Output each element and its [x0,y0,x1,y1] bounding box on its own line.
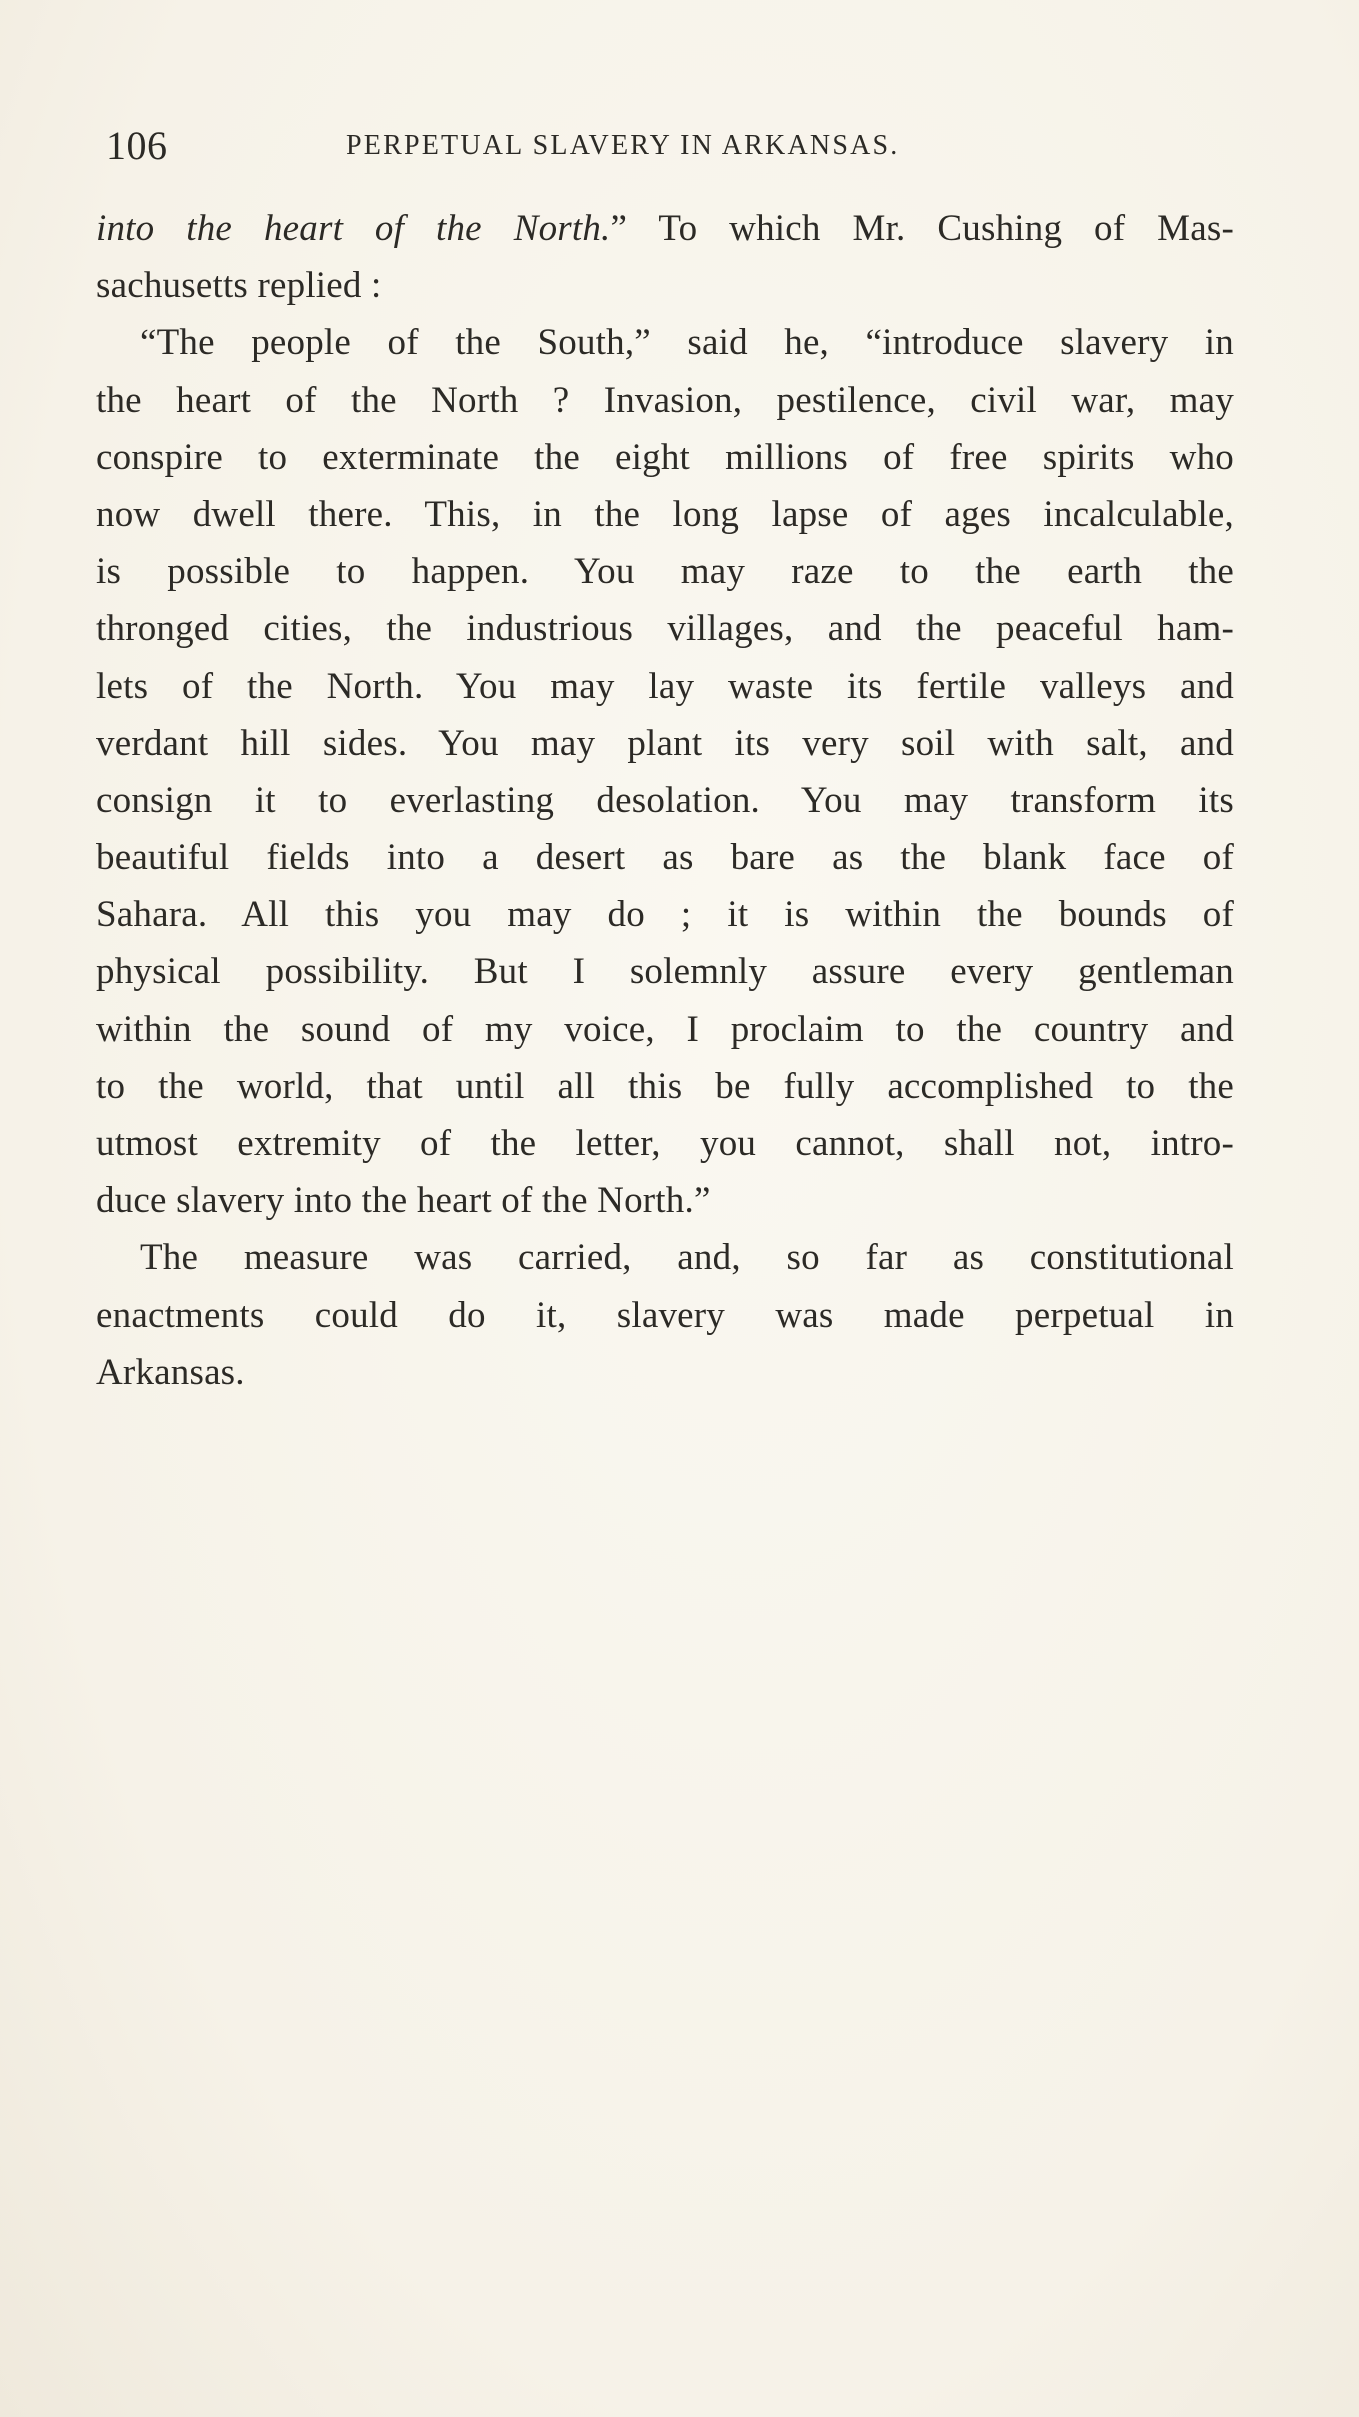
text-line: conspire to exterminate the eight millions of free spirits who [96,436,1234,478]
text-line: verdant hill sides. You may plant its very soil with salt, and [96,722,1234,764]
text-line: now dwell there. This, in the long lapse of ages incalculable, [96,493,1234,535]
text-line [96,200,1234,257]
page-header [96,122,1236,172]
page-number: 106 [106,123,168,168]
text-line: is possible to happen. You may raze to the earth the [96,551,1234,593]
paragraph-start-line: The measure was carried, and, so far as constitutional [140,1237,1234,1279]
italic-quote-end: into the heart of the North. [96,208,611,249]
running-head: PERPETUAL SLAVERY IN ARKANSAS. [346,130,900,161]
text-line: Sahara. All this you may do ; it is within the bounds of [96,894,1234,936]
paragraph-start-line: “The people of the South,” said he, “introduce slavery in [140,322,1234,364]
text-line: to the world, that until all this be fully accomplished to the [96,1065,1234,1107]
text-line: Arkansas. [96,1351,245,1393]
text-line: enactments could do it, slavery was made perpetual in [96,1294,1234,1336]
text-line: physical possibility. But I solemnly assure every gentleman [96,951,1234,993]
page-body [96,200,1234,1401]
text-line: lets of the North. You may lay waste its fertile valleys and [96,665,1234,707]
text-line: the heart of the North ? Invasion, pestilence, civil war, may [96,379,1234,421]
text-line: consign it to everlasting desolation. You may transform its [96,779,1234,821]
text-line: thronged cities, the industrious villages, and the peaceful ham- [96,608,1234,650]
text-line: sachusetts replied : [96,265,382,307]
text-line-rest: ” To which Mr. Cushing of Mas- [610,208,1235,249]
text-line: utmost extremity of the letter, you cannot, shall not, intro- [96,1123,1234,1164]
text-line: within the sound of my voice, I proclaim to the country and [96,1008,1234,1050]
text-line: beautiful fields into a desert as bare as the blank face of [96,837,1234,879]
text-line: duce slavery into the heart of the North.” [96,1180,711,1222]
